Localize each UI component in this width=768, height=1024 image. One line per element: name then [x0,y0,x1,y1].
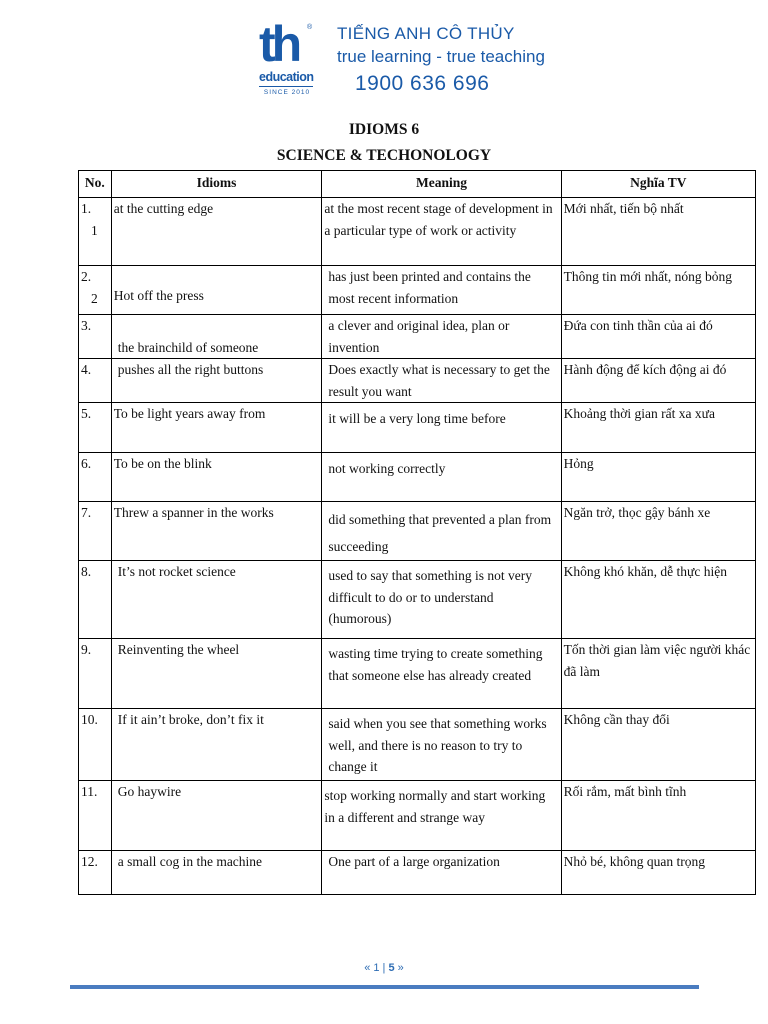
row-sub-number: 1 [91,222,98,238]
table-row [79,639,756,709]
header-vietnamese: Nghĩa TV [561,171,755,198]
row-meaning: Does exactly what is necessary to get the result you want [322,359,561,403]
header-meaning: Meaning [322,171,561,198]
row-meaning: said when you see that something works well, and there is no reason to try to change it [322,709,561,781]
row-number: 12. [79,851,112,895]
row-idiom: To be on the blink [111,453,322,502]
th-education-logo [259,16,315,100]
row-vietnamese: Khoảng thời gian rất xa xưa [561,403,755,453]
row-number: 8. [79,561,112,639]
brand-tagline: true learning - true teaching [337,47,545,66]
table-row [79,315,756,359]
document-subtitle: SCIENCE & TECHONOLOGY [276,147,492,164]
row-vietnamese: Không cần thay đổi [561,709,755,781]
row-idiom: Threw a spanner in the works [111,502,322,561]
row-meaning: used to say that something is not very difficult to do or to understand (humorous) [322,561,561,639]
table-row [79,781,756,851]
table-row [79,561,756,639]
row-vietnamese: Ngăn trở, thọc gậy bánh xe [561,502,755,561]
row-number: 2. 2 [79,266,112,315]
row-vietnamese: Hành động để kích động ai đó [561,359,755,403]
row-meaning: at the most recent stage of development in a particular type of work or activity [322,198,561,266]
table-row [79,403,756,453]
row-idiom: Reinventing the wheel [111,639,322,709]
row-meaning: stop working normally and start working in a different and strange way [322,781,561,851]
row-idiom: a small cog in the machine [111,851,322,895]
row-vietnamese: Mới nhất, tiến bộ nhất [561,198,755,266]
logo-sub: education [259,70,314,84]
row-idiom: Hot off the press [111,266,322,315]
row-meaning: a clever and original idea, plan or invention [322,315,561,359]
row-number: 6. [79,453,112,502]
logo-divider [259,86,313,87]
table-row [79,502,756,561]
row-idiom: the brainchild of someone [111,315,322,359]
row-meaning: has just been printed and contains the most recent information [322,266,561,315]
row-meaning: wasting time trying to create something that someone else has already created [322,639,561,709]
row-idiom: Go haywire [111,781,322,851]
row-meaning: did something that prevented a plan from succeeding [322,502,561,561]
table-row [79,709,756,781]
row-meaning: One part of a large organization [322,851,561,895]
row-number: 7. [79,502,112,561]
row-meaning: not working correctly [322,453,561,502]
row-vietnamese: Hỏng [561,453,755,502]
table-row [79,266,756,315]
row-number: 4. [79,359,112,403]
row-vietnamese: Nhỏ bé, không quan trọng [561,851,755,895]
row-idiom: pushes all the right buttons [111,359,322,403]
row-meaning: it will be a very long time before [322,403,561,453]
header-idioms: Idioms [111,171,322,198]
table-row [79,198,756,266]
row-vietnamese: Rối rắm, mất bình tĩnh [561,781,755,851]
row-vietnamese: Đứa con tinh thần của ai đó [561,315,755,359]
row-number: 5. [79,403,112,453]
row-number: 1. 1 [79,198,112,266]
page-number: « 1 | 5 » [364,962,404,974]
logo-mark: th [259,16,299,72]
row-vietnamese: Tốn thời gian làm việc người khác đã làm [561,639,755,709]
row-sub-number: 2 [91,290,98,306]
document-title: IDIOMS 6 [348,121,420,138]
row-vietnamese: Thông tin mới nhất, nóng bỏng [561,266,755,315]
logo-since: SINCE 2010 [263,89,311,96]
row-number: 9. [79,639,112,709]
row-idiom: It’s not rocket science [111,561,322,639]
registered-icon: ® [307,24,313,31]
row-number: 10. [79,709,112,781]
page-header [259,16,559,104]
footer-divider [70,985,699,989]
row-number: 3. [79,315,112,359]
table-row [79,851,756,895]
brand-phone: 1900 636 696 [355,72,490,95]
brand-name: TIẾNG ANH CÔ THỦY [337,24,515,43]
row-idiom: If it ain’t broke, don’t fix it [111,709,322,781]
current-page: 5 [388,962,395,974]
row-idiom: at the cutting edge [111,198,322,266]
idioms-table [78,170,756,895]
row-vietnamese: Không khó khăn, dễ thực hiện [561,561,755,639]
row-number: 11. [79,781,112,851]
table-row [79,359,756,403]
row-idiom: To be light years away from [111,403,322,453]
table-header-row [79,171,756,198]
header-no: No. [79,171,112,198]
table-row [79,453,756,502]
